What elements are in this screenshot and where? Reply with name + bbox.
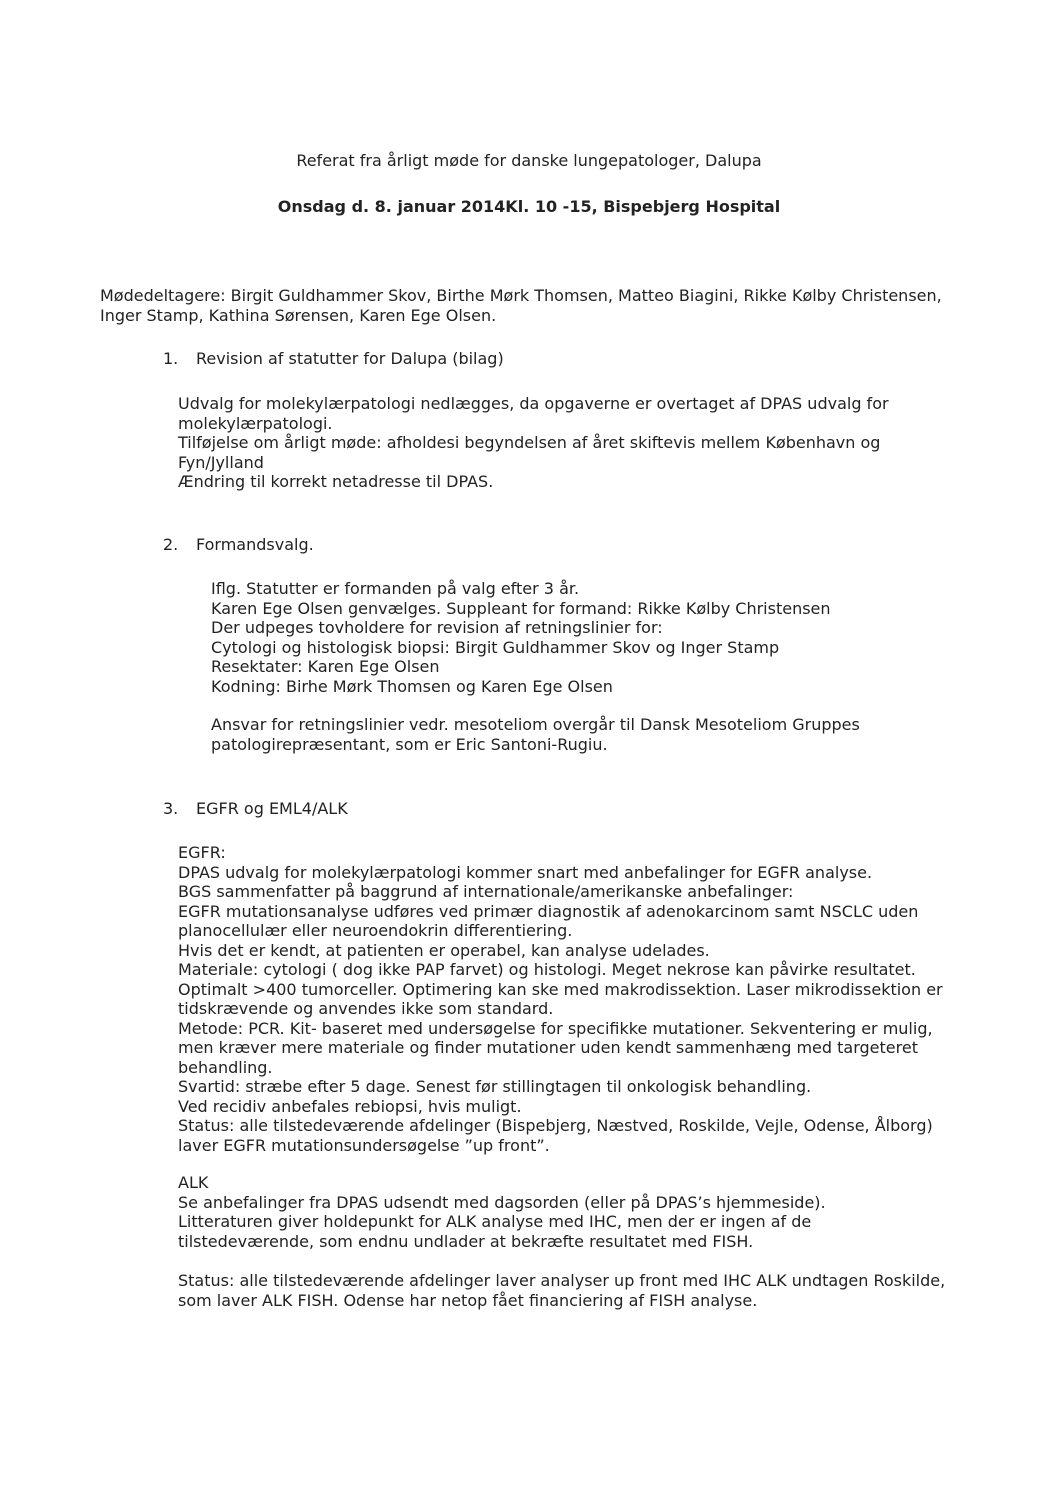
alk-section (178, 1173, 826, 1251)
item-body (211, 715, 860, 754)
body-line: planocellulær eller neuroendokrin differentiering. (178, 921, 573, 940)
body-line: Hvis det er kendt, at patienten er operabel, kan analyse udelades. (178, 940, 710, 960)
attendees-line: Inger Stamp, Kathina Sørensen, Karen Ege Olsen. (100, 305, 497, 325)
body-line: Se anbefalinger fra DPAS udsendt med dagsorden (eller på DPAS’s hjemmeside). (178, 1192, 826, 1212)
body-line: DPAS udvalg for molekylærpatologi kommer snart med anbefalinger for EGFR analyse. (178, 862, 873, 882)
body-line: Svartid: stræbe efter 5 dage. Senest før stillingtagen til onkologisk behandling. (178, 1077, 812, 1096)
body-line: Cytologi og histologisk biopsi: Birgit Guldhammer Skov og Inger Stamp (211, 637, 780, 657)
item-number: 1. (163, 349, 179, 368)
document-title: Referat fra årligt møde for danske lungepatologer, Dalupa (296, 151, 762, 170)
body-line: men kræver mere materiale og finder mutationer uden kendt sammenhæng med targeteret (178, 1038, 918, 1057)
body-line: Ved recidiv anbefales rebiopsi, hvis muligt. (178, 1096, 522, 1116)
body-line: Karen Ege Olsen genvælges. Suppleant for formand: Rikke Kølby Christensen (211, 598, 831, 618)
body-line: Kodning: Birhe Mørk Thomsen og Karen Ege Olsen (211, 676, 613, 696)
body-line: Status: alle tilstedeværende afdelinger (Bispebjerg, Næstved, Roskilde, Vejle, Odense, Ålborg) (178, 1116, 933, 1135)
item-heading: Revision af statutter for Dalupa (bilag) (196, 349, 504, 368)
body-line: Ansvar for retningslinier vedr. mesoteliom overgår til Dansk Mesoteliom Gruppes (211, 715, 860, 734)
attendees-line: Mødedeltagere: Birgit Guldhammer Skov, Birthe Mørk Thomsen, Matteo Biagini, Rikke Kølby Christensen, (100, 286, 942, 305)
item-number: 2. (163, 535, 179, 554)
body-line: Metode: PCR. Kit- baseret med undersøgelse for specifikke mutationer. Sekventering er mulig, (178, 1018, 933, 1038)
body-line: Litteraturen giver holdepunkt for ALK analyse med IHC, men der er ingen af de (178, 1212, 812, 1231)
body-line: Udvalg for molekylærpatologi nedlægges, da opgaverne er overtaget af DPAS udvalg for (178, 394, 889, 413)
item-number: 3. (163, 799, 179, 818)
body-line: Status: alle tilstedeværende afdelinger laver analyser up front med IHC ALK undtagen Roskilde, (178, 1271, 946, 1290)
body-line: BGS sammenfatter på baggrund af internationale/amerikanske anbefalinger: (178, 882, 794, 901)
body-line: tilstedeværende, som endnu undlader at bekræfte resultatet med FISH. (178, 1231, 754, 1251)
body-line: Tilføjelse om årligt møde: afholdesi begyndelsen af året skiftevis mellem København og (178, 433, 881, 452)
body-line: tidskrævende og anvendes ikke som standard. (178, 999, 554, 1018)
egfr-section (178, 843, 943, 1155)
item-body (178, 394, 889, 492)
body-line: som laver ALK FISH. Odense har netop fået financiering af FISH analyse. (178, 1290, 758, 1310)
body-line: Fyn/Jylland (178, 452, 264, 472)
body-line: EGFR mutationsanalyse udføres ved primær diagnostik af adenokarcinom samt NSCLC uden (178, 901, 919, 921)
body-line: patologirepræsentant, som er Eric Santoni-Rugiu. (211, 734, 608, 754)
body-line: Iflg. Statutter er formanden på valg efter 3 år. (211, 579, 580, 598)
alk-status (178, 1271, 945, 1310)
body-line: Materiale: cytologi ( dog ikke PAP farvet) og histologi. Meget nekrose kan påvirke resultatet. (178, 960, 916, 979)
attendees-paragraph (100, 286, 942, 325)
body-line: molekylærpatologi. (178, 413, 333, 433)
body-line: Optimalt >400 tumorceller. Optimering kan ske med makrodissektion. Laser mikrodissektion er (178, 979, 943, 999)
body-line: EGFR: (178, 843, 226, 862)
item-heading: Formandsvalg. (196, 535, 314, 554)
body-line: Ændring til korrekt netadresse til DPAS. (178, 472, 494, 491)
document-subtitle: Onsdag d. 8. januar 2014Kl. 10 -15, Bispebjerg Hospital (277, 197, 781, 216)
item-body (211, 579, 831, 696)
body-line: behandling. (178, 1057, 273, 1077)
item-heading: EGFR og EML4/ALK (196, 799, 348, 818)
body-line: Resektater: Karen Ege Olsen (211, 657, 440, 676)
body-line: laver EGFR mutationsundersøgelse ”up front”. (178, 1135, 550, 1155)
body-line: ALK (178, 1173, 209, 1192)
body-line: Der udpeges tovholdere for revision af retningslinier for: (211, 618, 663, 637)
